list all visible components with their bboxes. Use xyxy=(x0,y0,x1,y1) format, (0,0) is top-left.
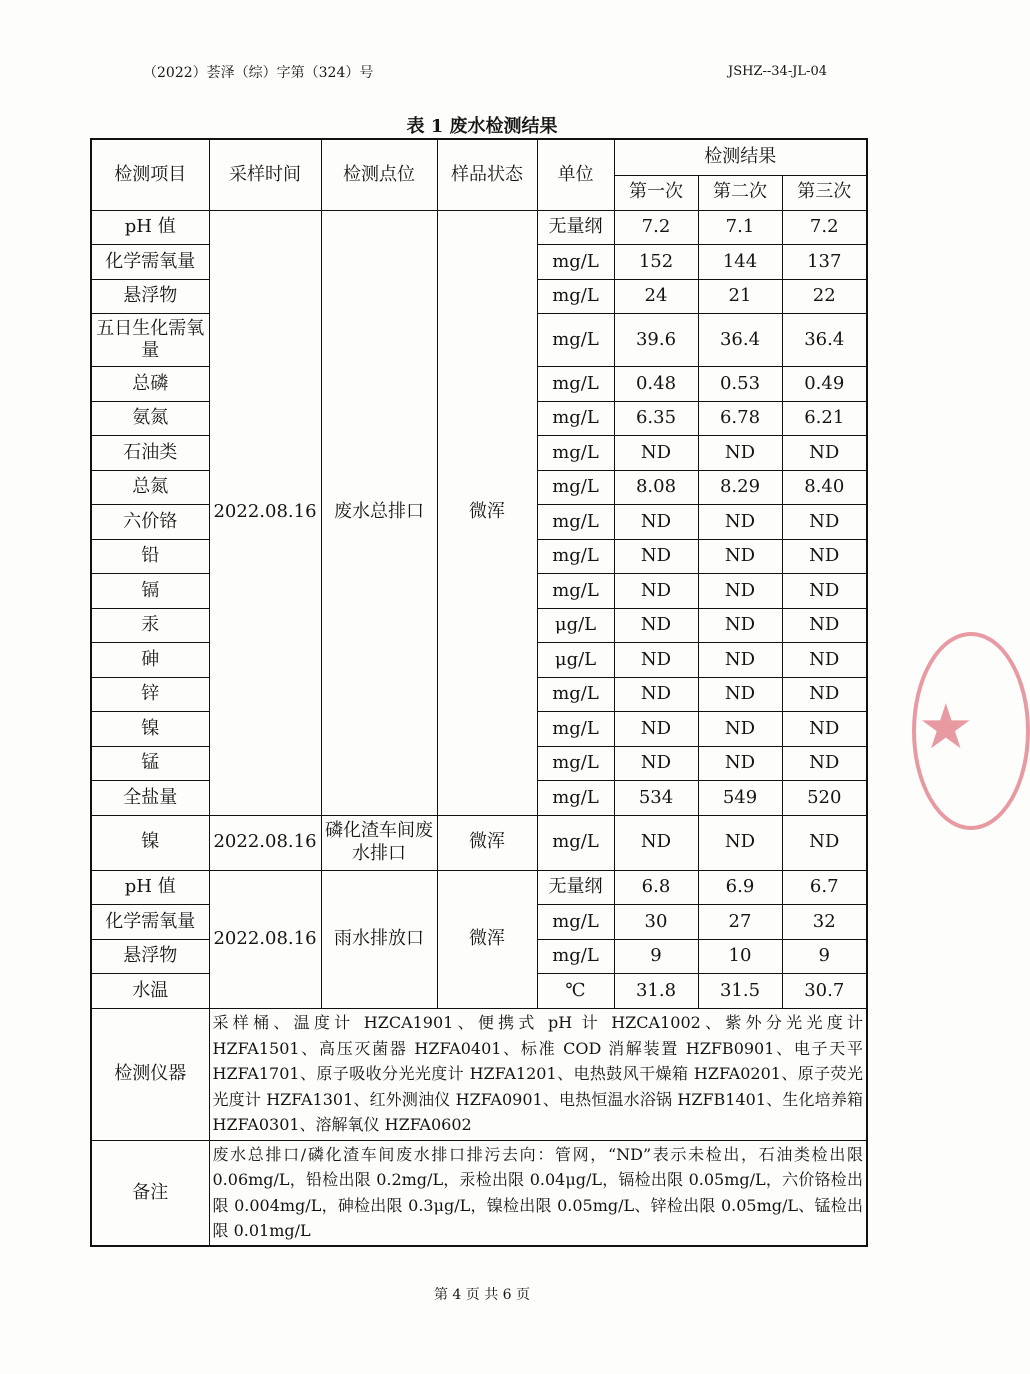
result-third: ND xyxy=(782,643,867,678)
result-first: 24 xyxy=(614,279,698,314)
item-name: 化学需氧量 xyxy=(91,905,209,940)
unit: mg/L xyxy=(537,677,614,712)
sampling-point: 雨水排放口 xyxy=(321,870,437,1008)
result-third: 6.21 xyxy=(782,401,867,436)
star-icon: ★ xyxy=(918,690,974,763)
item-name: 锌 xyxy=(91,677,209,712)
result-third: ND xyxy=(782,712,867,747)
sample-state: 微浑 xyxy=(437,815,537,870)
unit: mg/L xyxy=(537,574,614,609)
result-third: 520 xyxy=(782,781,867,816)
col-header-second: 第二次 xyxy=(698,175,782,210)
table-row xyxy=(91,1008,867,1140)
unit: mg/L xyxy=(537,436,614,471)
sampling-point: 磷化渣车间废水排口 xyxy=(321,815,437,870)
result-first: 0.48 xyxy=(614,367,698,402)
unit: mg/L xyxy=(537,245,614,280)
item-name: 六价铬 xyxy=(91,505,209,540)
result-first: 7.2 xyxy=(614,210,698,245)
item-name: 锰 xyxy=(91,746,209,781)
result-second: ND xyxy=(698,712,782,747)
result-second: 21 xyxy=(698,279,782,314)
result-third: 8.40 xyxy=(782,470,867,505)
result-first: ND xyxy=(614,539,698,574)
remarks-label: 备注 xyxy=(91,1140,209,1246)
result-second: 27 xyxy=(698,905,782,940)
unit: mg/L xyxy=(537,781,614,816)
unit: 无量纲 xyxy=(537,870,614,905)
unit: mg/L xyxy=(537,505,614,540)
result-third: 36.4 xyxy=(782,314,867,367)
result-first: ND xyxy=(614,574,698,609)
unit: ℃ xyxy=(537,974,614,1009)
result-third: 22 xyxy=(782,279,867,314)
result-third: ND xyxy=(782,677,867,712)
result-first: 31.8 xyxy=(614,974,698,1009)
result-first: 30 xyxy=(614,905,698,940)
result-third: ND xyxy=(782,436,867,471)
col-header-results: 检测结果 xyxy=(614,139,867,175)
result-first: 6.35 xyxy=(614,401,698,436)
item-name: 氨氮 xyxy=(91,401,209,436)
col-header-third: 第三次 xyxy=(782,175,867,210)
unit: mg/L xyxy=(537,746,614,781)
col-header-point: 检测点位 xyxy=(321,139,437,210)
page-footer: 第 4 页 共 6 页 xyxy=(433,1287,531,1303)
table-row xyxy=(91,1140,867,1246)
unit: mg/L xyxy=(537,314,614,367)
result-second: 144 xyxy=(698,245,782,280)
result-second: ND xyxy=(698,746,782,781)
result-first: 8.08 xyxy=(614,470,698,505)
item-name: 镍 xyxy=(91,815,209,870)
result-second: ND xyxy=(698,608,782,643)
item-name: pH 值 xyxy=(91,210,209,245)
result-first: 6.8 xyxy=(614,870,698,905)
unit: mg/L xyxy=(537,539,614,574)
result-first: 152 xyxy=(614,245,698,280)
result-first: ND xyxy=(614,746,698,781)
unit: mg/L xyxy=(537,470,614,505)
item-name: 铅 xyxy=(91,539,209,574)
result-second: 8.29 xyxy=(698,470,782,505)
item-name: 全盐量 xyxy=(91,781,209,816)
result-second: ND xyxy=(698,574,782,609)
item-name: 石油类 xyxy=(91,436,209,471)
result-second: 0.53 xyxy=(698,367,782,402)
result-third: 0.49 xyxy=(782,367,867,402)
result-third: ND xyxy=(782,574,867,609)
table-row xyxy=(91,870,867,905)
sample-state: 微浑 xyxy=(437,870,537,1008)
unit: mg/L xyxy=(537,401,614,436)
result-third: ND xyxy=(782,539,867,574)
item-name: 总磷 xyxy=(91,367,209,402)
result-first: 534 xyxy=(614,781,698,816)
result-first: ND xyxy=(614,815,698,870)
instruments-label: 检测仪器 xyxy=(91,1008,209,1140)
result-second: ND xyxy=(698,539,782,574)
unit: mg/L xyxy=(537,905,614,940)
result-third: 7.2 xyxy=(782,210,867,245)
result-first: ND xyxy=(614,608,698,643)
result-second: 6.9 xyxy=(698,870,782,905)
col-header-first: 第一次 xyxy=(614,175,698,210)
result-third: ND xyxy=(782,746,867,781)
form-code: JSHZ--34-JL-04 xyxy=(728,64,827,79)
sampling-time: 2022.08.16 xyxy=(209,870,321,1008)
item-name: 镉 xyxy=(91,574,209,609)
result-first: ND xyxy=(614,643,698,678)
result-second: 7.1 xyxy=(698,210,782,245)
result-third: ND xyxy=(782,608,867,643)
col-header-item: 检测项目 xyxy=(91,139,209,210)
unit: mg/L xyxy=(537,712,614,747)
result-third: ND xyxy=(782,505,867,540)
item-name: 砷 xyxy=(91,643,209,678)
result-first: ND xyxy=(614,712,698,747)
result-third: 9 xyxy=(782,939,867,974)
unit: μg/L xyxy=(537,608,614,643)
instruments-text: 采样桶、温度计 HZCA1901、便携式 pH 计 HZCA1002、紫外分光光度计 HZFA1501、高压灭菌器 HZFA0401、标准 COD 消解装置 HZFB0901、电子天平 HZFA1701、原子吸收分光光度计 HZFA1201、电热鼓风干燥箱 HZFA0201、原子荧光光度计 HZFA1301、红外测油仪 HZFA0901、电热恒温水浴锅 HZFB1401、生化培养箱 HZFA0301、溶解氧仪 HZFA0602 xyxy=(209,1008,867,1140)
result-second: 10 xyxy=(698,939,782,974)
result-second: 6.78 xyxy=(698,401,782,436)
table-row xyxy=(91,210,867,245)
unit: 无量纲 xyxy=(537,210,614,245)
result-second: ND xyxy=(698,677,782,712)
result-first: ND xyxy=(614,505,698,540)
sampling-point: 废水总排口 xyxy=(321,210,437,815)
col-header-state: 样品状态 xyxy=(437,139,537,210)
header-row xyxy=(91,139,867,175)
unit: μg/L xyxy=(537,643,614,678)
result-second: 31.5 xyxy=(698,974,782,1009)
unit: mg/L xyxy=(537,279,614,314)
sampling-time: 2022.08.16 xyxy=(209,210,321,815)
result-first: 39.6 xyxy=(614,314,698,367)
result-second: 549 xyxy=(698,781,782,816)
result-first: ND xyxy=(614,677,698,712)
unit: mg/L xyxy=(537,367,614,402)
item-name: 悬浮物 xyxy=(91,279,209,314)
result-second: ND xyxy=(698,436,782,471)
result-first: 9 xyxy=(614,939,698,974)
unit: mg/L xyxy=(537,815,614,870)
results-table xyxy=(90,138,868,1247)
result-second: ND xyxy=(698,643,782,678)
result-third: 137 xyxy=(782,245,867,280)
table-caption: 表 1 废水检测结果 xyxy=(406,116,558,137)
item-name: pH 值 xyxy=(91,870,209,905)
item-name: 镍 xyxy=(91,712,209,747)
unit: mg/L xyxy=(537,939,614,974)
result-third: 6.7 xyxy=(782,870,867,905)
result-third: ND xyxy=(782,815,867,870)
col-header-time: 采样时间 xyxy=(209,139,321,210)
sample-state: 微浑 xyxy=(437,210,537,815)
item-name: 化学需氧量 xyxy=(91,245,209,280)
item-name: 汞 xyxy=(91,608,209,643)
sampling-time: 2022.08.16 xyxy=(209,815,321,870)
item-name: 五日生化需氧量 xyxy=(91,314,209,367)
result-third: 30.7 xyxy=(782,974,867,1009)
item-name: 水温 xyxy=(91,974,209,1009)
result-second: ND xyxy=(698,815,782,870)
remarks-text: 废水总排口/磷化渣车间废水排口排污去向：管网，“ND”表示未检出，石油类检出限 0.06mg/L，铅检出限 0.2mg/L，汞检出限 0.04μg/L，镉检出限 0.05mg/L，六价铬检出限 0.004mg/L，砷检出限 0.3μg/L，镍检出限 0.05mg/L、锌检出限 0.05mg/L、锰检出限 0.01mg/L xyxy=(209,1140,867,1246)
document-number: （2022）荟泽（综）字第（324）号 xyxy=(143,65,374,81)
result-first: ND xyxy=(614,436,698,471)
item-name: 悬浮物 xyxy=(91,939,209,974)
result-second: 36.4 xyxy=(698,314,782,367)
result-third: 32 xyxy=(782,905,867,940)
table-row xyxy=(91,815,867,870)
col-header-unit: 单位 xyxy=(537,139,614,210)
result-second: ND xyxy=(698,505,782,540)
item-name: 总氮 xyxy=(91,470,209,505)
